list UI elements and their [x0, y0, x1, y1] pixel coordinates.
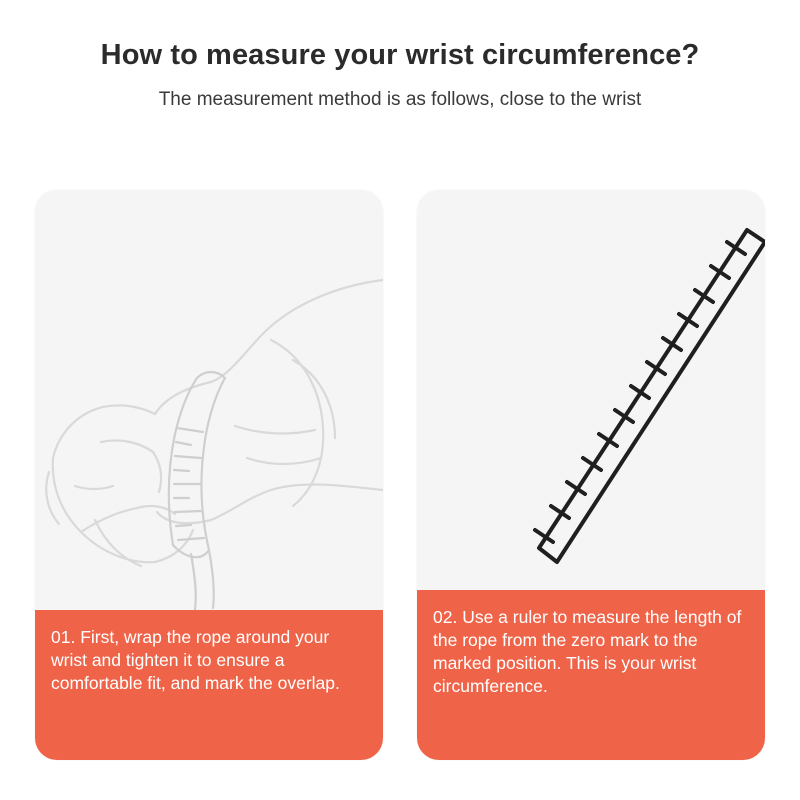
- header: [0, 0, 800, 112]
- ruler-illustration: [417, 190, 765, 590]
- step-card-1: [35, 190, 383, 760]
- step-card-2: [417, 190, 765, 760]
- wrist-tape-illustration: [35, 190, 383, 610]
- steps-container: [0, 190, 800, 760]
- page-subtitle: The measurement method is as follows, close to the wrist: [158, 88, 642, 110]
- step-2-caption: 02. Use a ruler to measure the length of the rope from the zero mark to the marked position. This is your wrist circumference.: [417, 590, 765, 760]
- page-title: How to measure your wrist circumference?: [100, 39, 700, 71]
- step-1-caption: 01. First, wrap the rope around your wrist and tighten it to ensure a comfortable fit, and mark the overlap.: [35, 610, 383, 760]
